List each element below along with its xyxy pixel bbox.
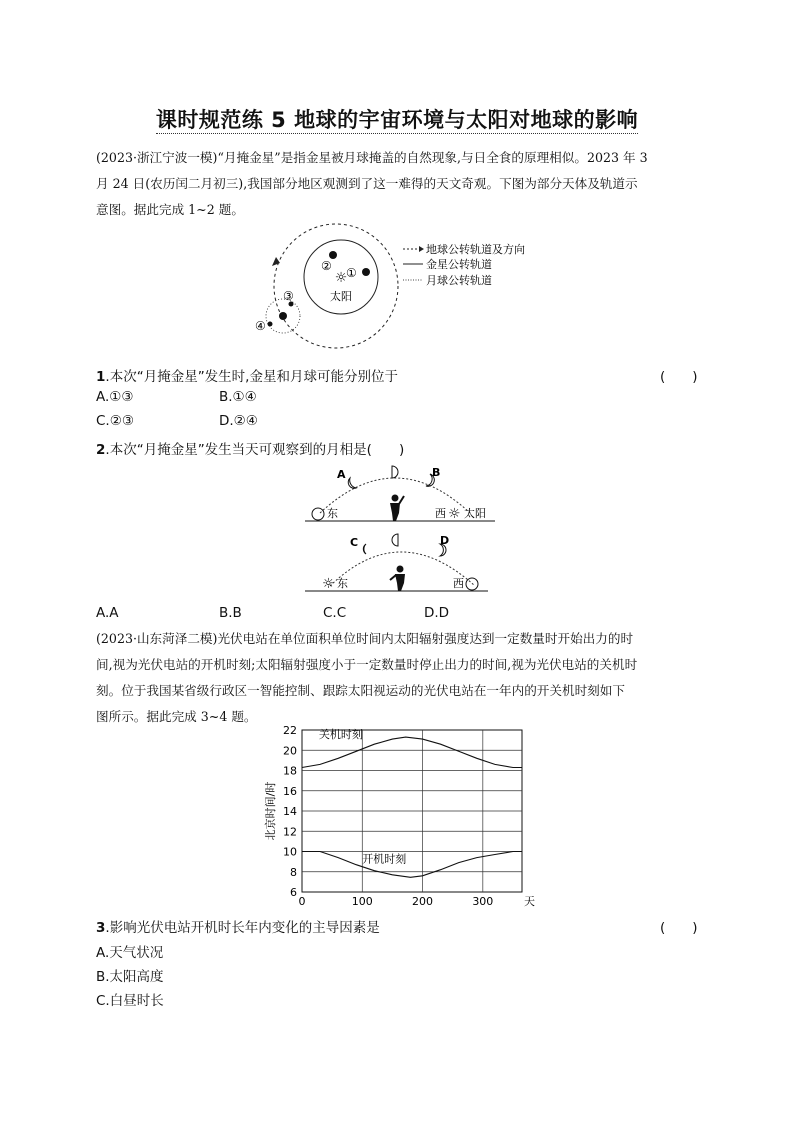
answer-paren: ( ) [660,920,698,936]
passage-1-line: (2023·浙江宁波一模)“月掩金星”是指金星被月球掩盖的自然现象,与日全食的原理相似。2023 年 3 [96,150,648,165]
sun-label: 太阳 [330,290,352,303]
question-text: .本次“月掩金星”发生当天可观察到的月相是( ) [105,442,405,458]
question-text: .本次“月掩金星”发生时,金星和月球可能分别位于 [105,369,398,385]
top-sun-icon: ☼ [448,506,461,522]
top-west-label: 西 [435,507,446,520]
option-a[interactable]: A.天气状况 [96,945,164,961]
moon-point-4 [268,322,273,327]
marker-1: ① [346,266,357,280]
label-b: B [432,466,441,479]
question-text: .影响光伏电站开机时长年内变化的主导因素是 [105,920,380,936]
x-tick-label: 100 [351,895,373,908]
option-d[interactable]: D.D [424,605,450,621]
passage-2-line: 间,视为光伏电站的开机时刻;太阳辐射强度小于一定数量时停止出力的时间,视为光伏电站的关机时 [96,657,638,672]
shutdown-time-label: 关机时刻 [318,728,363,742]
question-number: 2 [96,442,106,458]
question-number: 3 [96,920,106,936]
observer-bottom-icon [390,566,405,592]
option-c[interactable]: C.白昼时长 [96,993,164,1009]
passage-2-line: (2023·山东菏泽二模)光伏电站在单位面积单位时间内太阳辐射强度达到一定数量时开始出力的时 [96,631,634,646]
earth-point [279,312,287,320]
phase-mid-top-icon [392,466,398,478]
bottom-west-label: 西 [453,577,464,590]
phase-c-icon [363,544,366,554]
phase-mid-bottom-icon [392,534,398,546]
passage-1-line: 月 24 日(农历闰二月初三),我国部分地区观测到了这一难得的天文奇观。下图为部分天体及轨道示 [96,176,638,191]
venus-point-1 [362,268,370,276]
y-tick-label: 16 [283,784,297,798]
legend-earth-label: 地球公转轨道及方向 [426,243,525,256]
y-axis-label: 北京时间/时 [264,781,277,841]
observer-top-icon [390,495,404,522]
shutdown-time-line [302,737,522,767]
passage-2 [96,626,698,730]
earth-orbit [274,224,398,348]
option-b[interactable]: B.太阳高度 [96,969,164,985]
passage-1-line: 意图。据此完成 1~2 题。 [96,202,244,217]
x-tick-label: 300 [472,895,494,908]
y-tick-label: 8 [290,865,297,879]
chart-grid [302,730,522,892]
answer-paren: ( ) [660,369,698,385]
label-a: A [337,468,346,481]
startup-time-label: 开机时刻 [362,852,407,866]
y-tick-label: 12 [283,825,297,839]
orbit-diagram [240,222,560,352]
bottom-sun-icon: ☼ [322,576,335,592]
y-tick-labels [283,724,297,899]
bottom-east-label: 东 [337,577,348,590]
marker-3: ③ [283,289,294,303]
y-tick-label: 18 [283,764,297,778]
question-1 [96,365,398,385]
startup-time-line [302,852,522,878]
legend-arrow-icon [419,246,424,252]
option-c[interactable]: C.②③ [96,413,134,429]
y-tick-label: 20 [283,744,297,758]
question-3 [96,916,380,936]
passage-2-line: 刻。位于我国某省级行政区一智能控制、跟踪太阳视运动的光伏电站在一年内的开关机时刻如下 [96,683,625,698]
legend-moon-label: 月球公转轨道 [426,274,492,287]
top-sun-label: 太阳 [464,507,486,520]
x-tick-labels [299,895,494,908]
phase-a-icon [348,478,356,488]
x-tick-label: 0 [298,895,306,908]
y-tick-label: 14 [283,805,297,818]
x-axis-label: 天 [524,895,535,908]
option-a[interactable]: A.①③ [96,389,134,405]
venus-point-2 [329,251,337,259]
sun-icon: ☼ [334,270,348,286]
marker-4: ④ [255,319,266,333]
top-east-label: 东 [327,507,338,520]
option-b[interactable]: B.①④ [219,389,257,405]
y-tick-label: 6 [290,886,297,899]
question-number: 1 [96,369,106,385]
top-moon-east-icon [312,508,324,520]
y-tick-label: 22 [283,724,297,737]
page-title: 课时规范练 5 地球的宇宙环境与太阳对地球的影响 [155,108,639,132]
bottom-moon-west-icon [466,578,478,590]
passage-2-line: 图所示。据此完成 3~4 题。 [96,709,257,724]
option-c[interactable]: C.C [323,605,347,621]
marker-2: ② [321,259,332,273]
legend-venus-label: 金星公转轨道 [426,258,492,271]
y-tick-label: 10 [283,845,297,859]
x-tick-label: 200 [412,895,434,908]
orbit-direction-arrow-icon [272,257,280,266]
moon-phase-diagram [300,458,500,598]
option-b[interactable]: B.B [219,605,242,621]
chart-series [302,737,522,877]
label-d: D [440,534,450,547]
label-c: C [350,536,359,549]
question-2 [96,438,404,458]
option-a[interactable]: A.A [96,605,119,621]
pv-station-chart [262,722,537,912]
passage-1 [96,145,698,223]
option-d[interactable]: D.②④ [219,413,258,429]
